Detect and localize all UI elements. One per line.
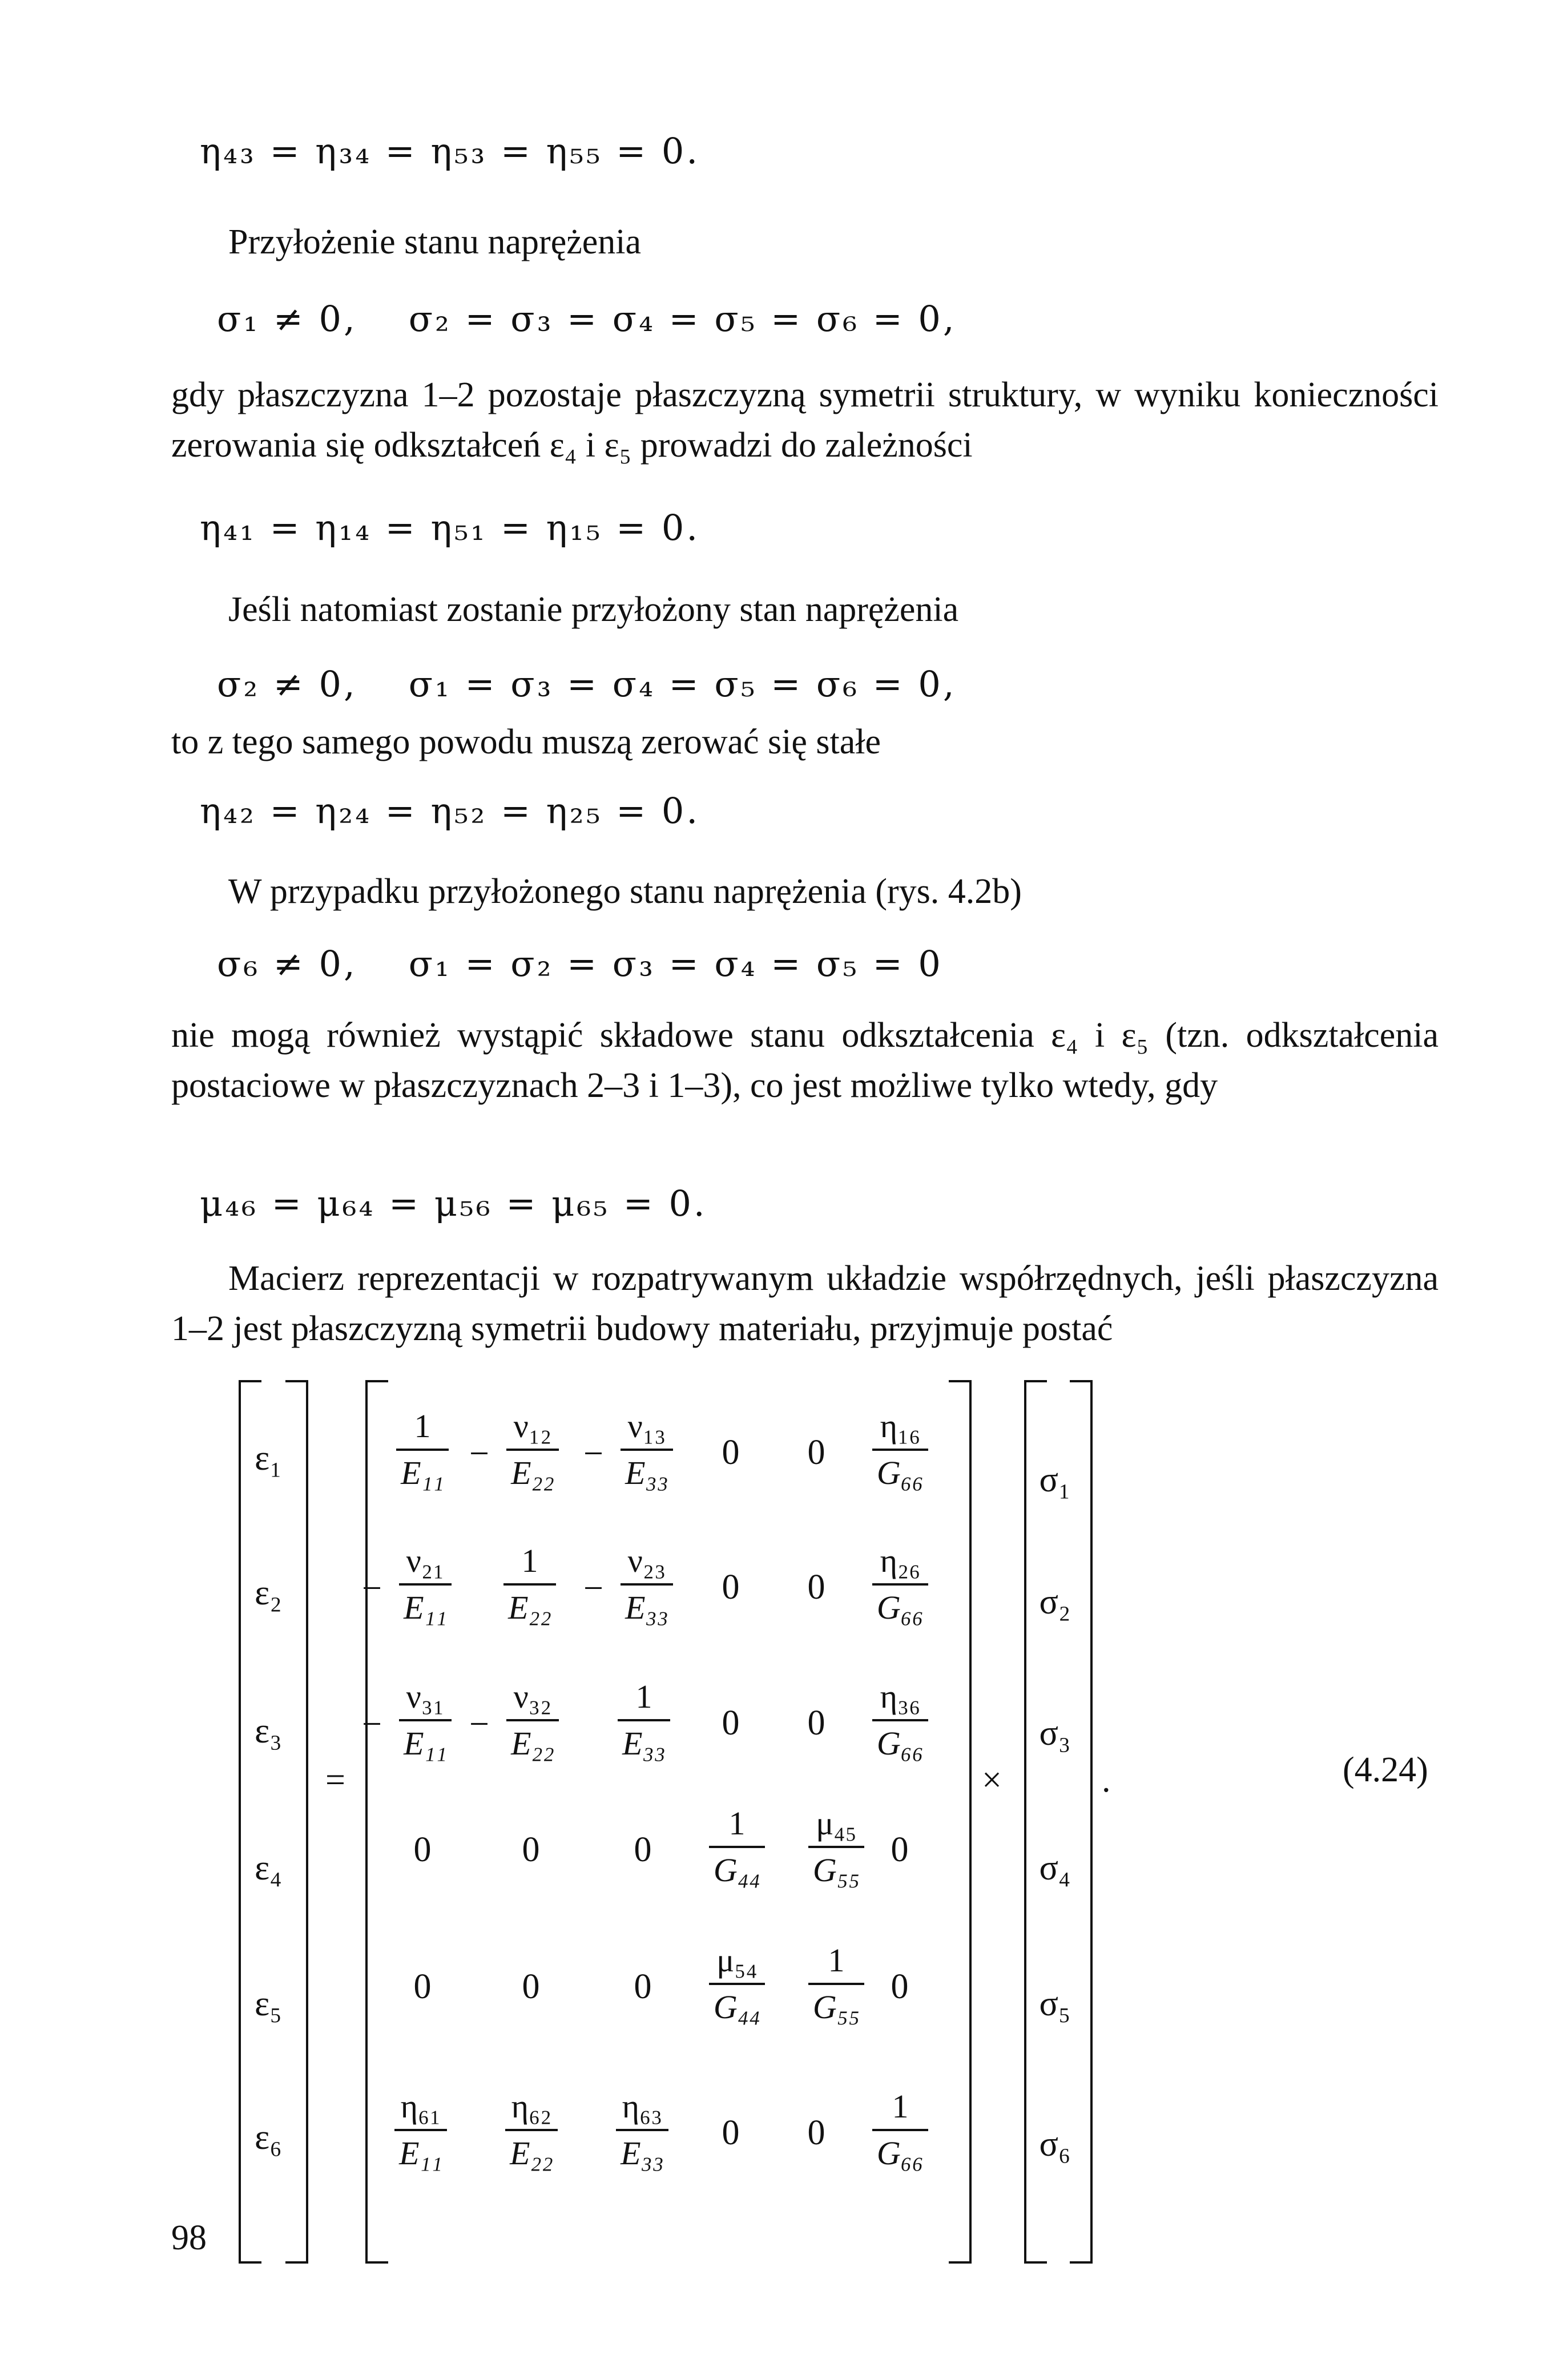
m34: 0 [722,1704,740,1742]
m13-num: ν₁₃ [627,1407,666,1445]
m26-num: η₂₆ [880,1542,921,1579]
m31 [362,1675,462,1766]
paragraph-plane-12: gdy płaszczyzna 1–2 pozostaje płaszczyzną symetrii struktury, w wyniku konieczności zerowania się odkształceń ε₄ i ε₅ prowadzi do zależności [171,376,1439,465]
m43: 0 [634,1830,652,1869]
m46: 0 [891,1830,909,1869]
m66-den: G₆₆ [872,2129,928,2176]
paragraph-matrix-intro: Macierz reprezentacji w rozpatrywanym układzie współrzędnych, jeśli płaszczyzna 1–2 jest płaszczyzną symetrii budowy materiału, przyjmuje postać [171,1259,1439,1348]
m11 [388,1404,457,1495]
m65: 0 [807,2113,825,2152]
m61 [384,2084,458,2176]
m25: 0 [807,1568,825,1607]
m16-num: η₁₆ [880,1407,921,1445]
m35: 0 [807,1704,825,1742]
equation-eta-43: η₄₃ = η₃₄ = η₅₃ = η₅₅ = 0. [200,130,700,172]
m12 [469,1404,570,1495]
m23-minus: − [583,1569,603,1608]
m13-minus: − [583,1434,603,1473]
equals-sign: = [325,1761,345,1800]
equation-sigma-2-part-a: σ₂ ≠ 0, [217,663,357,705]
sigma-4: σ₄ [1039,1849,1071,1887]
equation-eta-41: η₄₁ = η₁₄ = η₅₁ = η₁₅ = 0. [200,507,700,548]
m54-den: G₄₄ [709,1983,765,2030]
m42: 0 [522,1830,540,1869]
m22-den: E₂₂ [503,1583,556,1630]
m63 [605,2084,679,2176]
epsilon-4: ε₄ [255,1849,282,1887]
paragraph-stress-intro: Przyłożenie stanu naprężenia [228,223,641,261]
m11-num: 1 [414,1407,431,1445]
m54 [700,1938,774,2030]
epsilon-1: ε₁ [255,1439,282,1478]
m31-minus: − [362,1705,382,1744]
m55-num: 1 [828,1942,845,1979]
m44 [700,1801,774,1893]
equation-sigma-6-part-a: σ₆ ≠ 0, [217,943,357,985]
m13 [583,1404,684,1495]
m56: 0 [891,1967,909,2006]
m26 [863,1539,937,1630]
m12-num: ν₁₂ [513,1407,552,1445]
m12-den: E₂₂ [506,1449,559,1495]
m21-num: ν₂₁ [406,1542,445,1579]
epsilon-6: ε₆ [255,2118,282,2157]
equation-mu: μ₄₆ = μ₆₄ = μ₅₆ = μ₆₅ = 0. [200,1183,707,1224]
final-period: . [1102,1761,1111,1800]
m31-num: ν₃₁ [406,1678,445,1715]
equation-sigma-2-part-b: σ₁ = σ₃ = σ₄ = σ₅ = σ₆ = 0, [408,663,957,705]
equation-eta-42: η₄₂ = η₂₄ = η₅₂ = η₂₅ = 0. [200,790,700,832]
m33-den: E₃₃ [618,1719,670,1766]
m55-den: G₅₅ [808,1983,864,2030]
m62-den: E₂₂ [505,2129,558,2176]
m44-num: 1 [728,1805,746,1842]
m53: 0 [634,1967,652,2006]
m23-num: ν₂₃ [627,1542,666,1579]
m36-den: G₆₆ [872,1719,928,1766]
m31-den: E₁₁ [399,1719,452,1766]
m36-num: η₃₆ [880,1678,921,1715]
sigma-3: σ₃ [1039,1714,1071,1753]
m16 [863,1404,937,1495]
equation-sigma-1-part-a: σ₁ ≠ 0, [217,298,357,340]
m55 [799,1938,873,2030]
epsilon-3: ε₃ [255,1712,282,1750]
m26-den: G₆₆ [872,1583,928,1630]
m64: 0 [722,2113,740,2152]
compliance-matrix-right-bracket [949,1380,972,2264]
m51: 0 [413,1967,432,2006]
m32 [469,1675,570,1766]
page-number: 98 [171,2218,207,2257]
equation-number: (4.24) [1343,1750,1428,1789]
m13-den: E₃₃ [621,1449,673,1495]
m11-den: E₁₁ [396,1449,449,1495]
m63-den: E₃₃ [616,2129,668,2176]
m45-den: G₅₅ [808,1846,864,1893]
m41: 0 [413,1830,432,1869]
m33 [610,1675,678,1766]
equation-sigma-6-part-b: σ₁ = σ₂ = σ₃ = σ₄ = σ₅ = 0 [408,943,943,985]
epsilon-5: ε₅ [255,1984,282,2023]
m61-den: E₁₁ [394,2129,447,2176]
m62-num: η₆₂ [511,2088,552,2125]
m36 [863,1675,937,1766]
m52: 0 [522,1967,540,2006]
m21 [362,1539,462,1630]
equation-sigma-1-part-b: σ₂ = σ₃ = σ₄ = σ₅ = σ₆ = 0, [408,298,957,340]
paragraph-cannot-occur: nie mogą również wystąpić składowe stanu odkształcenia ε₄ i ε₅ (tzn. odkształcenia postaciowe w płaszczyznach 2–3 i 1–3), co jest możliwe tylko wtedy, gdy [171,1016,1439,1105]
m22-num: 1 [521,1542,538,1579]
paragraph-case-42b: W przypadku przyłożonego stanu naprężenia (rys. 4.2b) [228,872,1022,911]
m21-den: E₁₁ [399,1583,452,1630]
m54-num: μ₅₄ [716,1942,758,1979]
m12-minus: − [469,1434,489,1473]
m66-num: 1 [892,2088,909,2125]
m62 [494,2084,569,2176]
m33-num: 1 [635,1678,652,1715]
m21-minus: − [362,1569,382,1608]
m63-num: η₆₃ [622,2088,663,2125]
m23-den: E₃₃ [621,1583,673,1630]
m23 [583,1539,684,1630]
m45-num: μ₄₅ [816,1805,857,1842]
m32-minus: − [469,1705,489,1744]
times-sign: × [982,1761,1002,1800]
m16-den: G₆₆ [872,1449,928,1495]
epsilon-2: ε₂ [255,1574,282,1612]
m32-den: E₂₂ [506,1719,559,1766]
m22 [495,1539,564,1630]
sigma-2: σ₂ [1039,1583,1071,1621]
m66 [863,2084,937,2176]
m44-den: G₄₄ [709,1846,765,1893]
sigma-5: σ₅ [1039,1984,1071,2023]
m32-num: ν₃₂ [513,1678,552,1715]
sigma-1: σ₁ [1039,1461,1071,1499]
m15: 0 [807,1433,825,1472]
m24: 0 [722,1568,740,1607]
sigma-6: σ₆ [1039,2125,1071,2164]
m45 [799,1801,873,1893]
paragraph-same-reason: to z tego samego powodu muszą zerować się stałe [171,723,881,761]
paragraph-if-instead: Jeśli natomiast zostanie przyłożony stan naprężenia [228,590,959,629]
m14: 0 [722,1433,740,1472]
m61-num: η₆₁ [400,2088,441,2125]
